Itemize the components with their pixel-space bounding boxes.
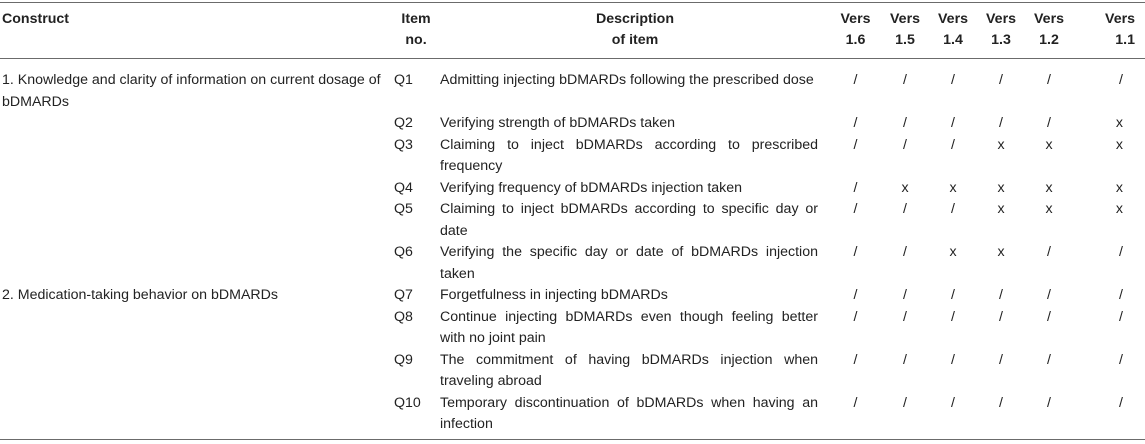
value-cell: / [951,115,955,131]
table-row-q4 [0,178,1145,200]
construct-cell [0,242,392,285]
value-cell: / [903,201,907,217]
construct-cell [0,393,392,436]
item-no-cell: Q6 [394,244,413,260]
description-cell: The commitment of having bDMARDs injection when traveling abroad [440,351,818,389]
value-cell: / [1047,394,1051,411]
header-description: Description of item [595,11,675,48]
bottom-rule [0,439,1145,440]
item-no-cell: Q9 [394,351,413,368]
value-cell: / [951,201,955,217]
table-row-q1 [0,58,1145,113]
value-cell: / [951,287,955,303]
table-row-q9 [0,350,1145,393]
header-vers-1-6: Vers 1.6 [840,11,871,48]
item-no-cell: Q4 [394,179,413,196]
table-row-q3 [0,135,1145,178]
header-vers-1-1: Vers 1.1 [1105,11,1135,48]
value-cell: x [901,179,909,196]
description-cell: Forgetfulness in injecting bDMARDs [440,287,668,303]
description-cell: Verifying the specific day or date of bDMARDs injection taken [440,244,818,282]
value-cell: x [1115,201,1123,217]
table-row-q2 [0,113,1145,135]
value-cell: x [1115,115,1123,131]
value-cell: x [1115,136,1123,153]
value-cell: / [1119,244,1123,260]
header-vers-1-2: Vers 1.2 [1034,11,1064,48]
construct-cell [0,135,392,178]
item-no-cell: Q1 [394,72,413,88]
construct-cell [0,178,392,200]
table-row-q8 [0,307,1145,350]
value-cell: / [951,72,955,88]
value-cell: x [1045,201,1053,217]
value-cell: / [853,72,858,88]
construct-cell [0,307,392,350]
value-cell: x [997,244,1005,260]
value-cell: / [1119,351,1123,368]
description-cell: Claiming to inject bDMARDs according to prescribed frequency [440,136,818,174]
value-cell: / [1047,72,1051,88]
table-body [0,58,1145,436]
value-cell: / [853,351,858,368]
value-cell: / [853,308,858,325]
header-row [0,3,1145,58]
value-cell: / [903,287,907,303]
value-cell: / [999,287,1003,303]
value-cell: / [951,308,955,325]
value-cell: / [853,136,858,153]
description-cell: Verifying strength of bDMARDs taken [440,115,675,131]
table-row-q5 [0,199,1145,242]
value-cell: x [997,179,1005,196]
table-row-q7 [0,285,1145,307]
value-cell: x [949,179,957,196]
value-cell: / [853,201,858,217]
value-cell: x [997,201,1005,217]
value-cell: / [903,351,907,368]
description-cell: Verifying frequency of bDMARDs injection taken [440,179,743,196]
value-cell: / [951,136,955,153]
value-cell: / [903,308,907,325]
value-cell: / [1119,394,1123,411]
item-no-cell: Q5 [394,201,413,217]
value-cell: / [1047,351,1051,368]
value-cell: / [1047,287,1051,303]
value-cell: / [903,244,907,260]
value-cell: / [999,394,1003,411]
header-vers-1-3: Vers 1.3 [986,11,1016,48]
header-item-no: Item no. [401,11,431,48]
value-cell: / [853,179,858,196]
header-vers-1-4: Vers 1.4 [938,11,968,48]
value-cell: / [951,394,955,411]
value-cell: x [997,136,1005,153]
value-cell: / [903,136,907,153]
item-no-cell: Q3 [394,136,413,153]
header-construct: Construct [2,11,69,27]
description-cell: Temporary discontinuation of bDMARDs when having an infection [440,394,818,432]
description-cell: Continue injecting bDMARDs even though feeling better with no joint pain [440,308,818,346]
value-cell: / [1047,308,1051,325]
value-cell: / [903,72,907,88]
value-cell: / [999,115,1003,131]
value-cell: / [853,394,858,411]
item-no-cell: Q2 [394,115,413,131]
construct-cell: 2. Medication-taking behavior on bDMARDs [2,287,278,303]
value-cell: x [949,244,957,260]
table-row-q10 [0,393,1145,436]
value-cell: / [903,115,907,131]
value-cell: / [1119,287,1123,303]
value-cell: x [1045,136,1053,153]
value-cell: / [999,72,1003,88]
description-cell: Admitting injecting bDMARDs following the prescribed dose [440,72,814,88]
item-no-cell: Q8 [394,308,413,325]
header-vers-1-5: Vers 1.5 [890,11,920,48]
value-cell: / [999,308,1003,325]
construct-cell [0,350,392,393]
items-table [0,3,1145,436]
value-cell: / [1047,115,1051,131]
value-cell: / [1119,308,1123,325]
value-cell: / [951,351,955,368]
value-cell: / [903,394,907,411]
description-cell: Claiming to inject bDMARDs according to specific day or date [440,201,818,239]
value-cell: x [1045,179,1053,196]
item-no-cell: Q10 [394,394,421,411]
construct-cell [0,113,392,135]
value-cell: / [853,115,858,131]
value-cell: / [853,287,858,303]
value-cell: / [1047,244,1051,260]
table-row-q6 [0,242,1145,285]
value-cell: x [1115,179,1123,196]
item-no-cell: Q7 [394,287,413,303]
construct-cell [0,199,392,242]
value-cell: / [999,351,1003,368]
construct-cell: 1. Knowledge and clarity of information on current dosage of bDMARDs [2,72,381,110]
value-cell: / [853,244,858,260]
value-cell: / [1119,72,1123,88]
